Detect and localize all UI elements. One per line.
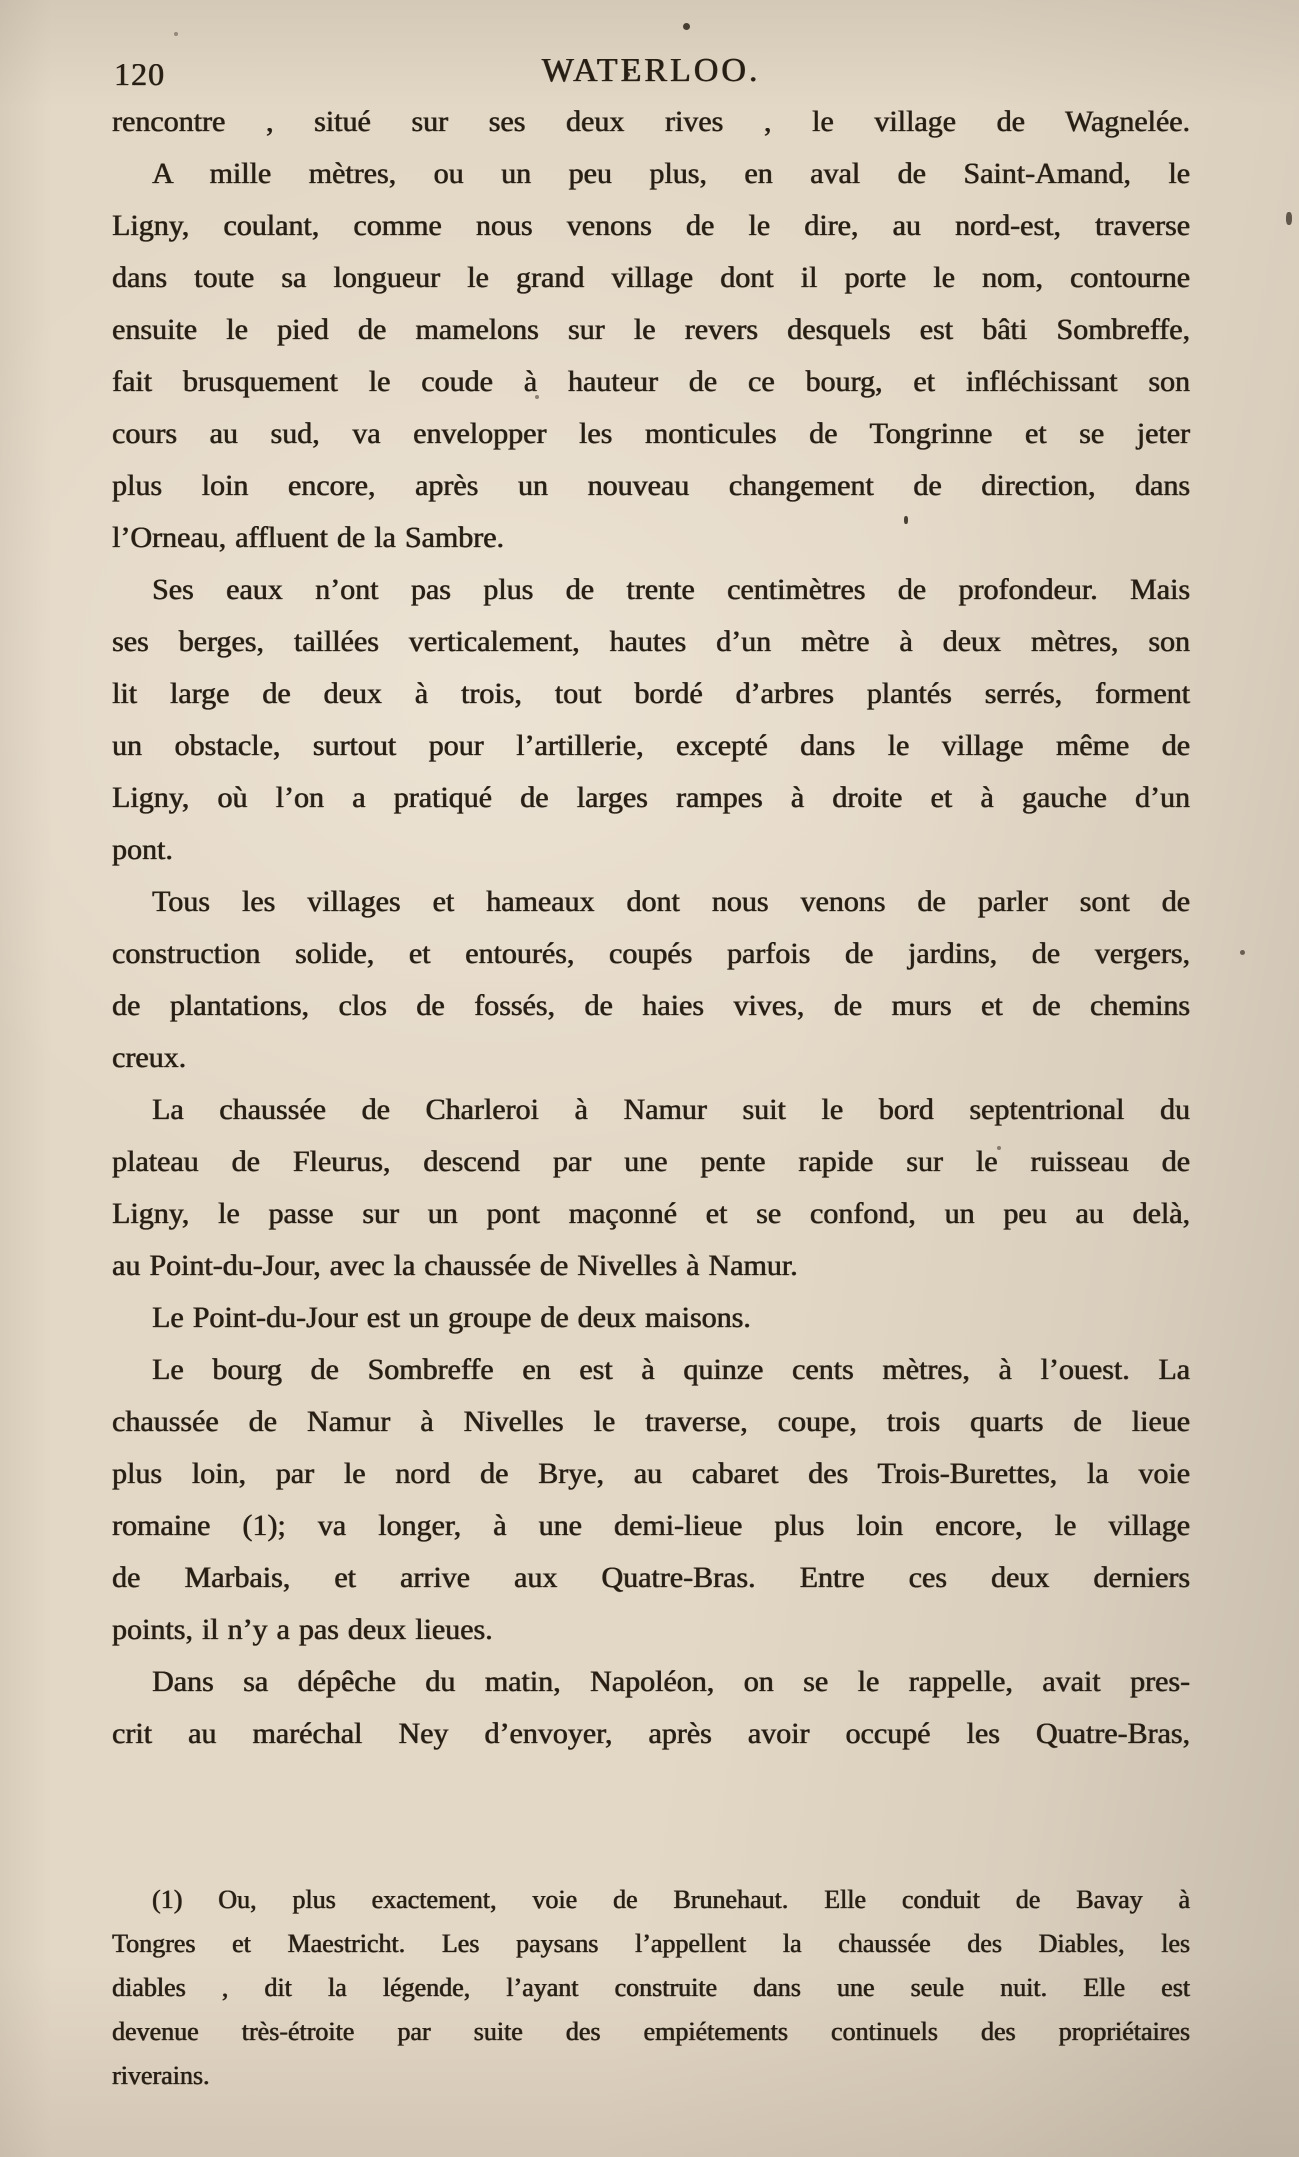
paragraph-line: rencontre , situé sur ses deux rives , le village de Wagnelée. — [112, 105, 1190, 138]
running-header: WATERLOO. — [541, 52, 761, 89]
page-header — [112, 52, 1190, 102]
page-number: 120 — [114, 56, 165, 92]
paragraph-line: lit large de deux à trois, tout bordé d’arbres plantés serrés, forment — [112, 677, 1190, 710]
footnote-line: Tongres et Maestricht. Les paysans l’appellent la chaussée des Diables, les — [112, 1929, 1190, 1958]
paragraph-line: de plantations, clos de fossés, de haies vives, de murs et de chemins — [112, 989, 1190, 1022]
paragraph-line: A mille mètres, ou un peu plus, en aval de Saint-Amand, le — [152, 157, 1190, 190]
footnote-line: devenue très-étroite par suite des empiétements continuels des propriétaires — [112, 2017, 1190, 2046]
paragraph-line: Ligny, le passe sur un pont maçonné et se confond, un peu au delà, — [112, 1197, 1190, 1230]
paragraph-line: au Point-du-Jour, avec la chaussée de Nivelles à Namur. — [112, 1249, 798, 1282]
paragraph-line: La chaussée de Charleroi à Namur suit le bord septentrional du — [152, 1093, 1190, 1126]
paragraph-line: crit au maréchal Ney d’envoyer, après avoir occupé les Quatre-Bras, — [112, 1717, 1190, 1750]
paragraph-line: ensuite le pied de mamelons sur le revers desquels est bâti Sombreffe, — [112, 313, 1190, 346]
paragraph-line: Le Point-du-Jour est un groupe de deux maisons. — [152, 1301, 751, 1334]
footnote-line: diables , dit la légende, l’ayant construite dans une seule nuit. Elle est — [112, 1973, 1190, 2002]
paper-speck — [174, 32, 178, 36]
footnote-line: riverains. — [112, 2061, 210, 2090]
paragraph-line: plus loin encore, après un nouveau changement de direction, dans — [112, 469, 1190, 502]
paragraph-line: plateau de Fleurus, descend par une pente rapide sur le ruisseau de — [112, 1145, 1190, 1178]
paragraph-line: Ses eaux n’ont pas plus de trente centimètres de profondeur. Mais — [152, 573, 1190, 606]
paper-speck — [1240, 950, 1245, 955]
paper-speck — [1286, 212, 1292, 225]
footnote — [112, 1878, 1190, 2098]
paragraph-line: construction solide, et entourés, coupés parfois de jardins, de vergers, — [112, 937, 1190, 970]
paragraph-line: de Marbais, et arrive aux Quatre-Bras. Entre ces deux derniers — [112, 1561, 1190, 1594]
paragraph-line: romaine (1); va longer, à une demi-lieue plus loin encore, le village — [112, 1509, 1190, 1542]
paragraph-line: creux. — [112, 1041, 187, 1074]
paragraph-line: cours au sud, va envelopper les monticules de Tongrinne et se jeter — [112, 417, 1190, 450]
paragraph-line: Ligny, coulant, comme nous venons de le dire, au nord-est, traverse — [112, 209, 1190, 242]
paragraph-line: chaussée de Namur à Nivelles le traverse, coupe, trois quarts de lieue — [112, 1405, 1190, 1438]
paragraph-line: Dans sa dépêche du matin, Napoléon, on se le rappelle, avait pres- — [152, 1665, 1190, 1698]
paper-speck — [683, 23, 690, 30]
paragraph-line: plus loin, par le nord de Brye, au cabaret des Trois-Burettes, la voie — [112, 1457, 1190, 1490]
paragraph-line: l’Orneau, affluent de la Sambre. — [112, 521, 504, 554]
paragraph-line: points, il n’y a pas deux lieues. — [112, 1613, 493, 1646]
paragraph-line: Tous les villages et hameaux dont nous venons de parler sont de — [152, 885, 1190, 918]
paragraph-line: fait brusquement le coude à hauteur de ce bourg, et infléchissant son — [112, 365, 1190, 398]
paragraph-line: Ligny, où l’on a pratiqué de larges rampes à droite et à gauche d’un — [112, 781, 1190, 814]
paragraph-line: un obstacle, surtout pour l’artillerie, excepté dans le village même de — [112, 729, 1190, 762]
footnote-line: (1) Ou, plus exactement, voie de Brunehaut. Elle conduit de Bavay à — [152, 1885, 1190, 1914]
paragraph-line: dans toute sa longueur le grand village dont il porte le nom, contourne — [112, 261, 1190, 294]
paragraph-line: pont. — [112, 833, 173, 866]
body-text — [112, 96, 1190, 1760]
paragraph-line: Le bourg de Sombreffe en est à quinze cents mètres, à l’ouest. La — [152, 1353, 1190, 1386]
paragraph-line: ses berges, taillées verticalement, hautes d’un mètre à deux mètres, son — [112, 625, 1190, 658]
